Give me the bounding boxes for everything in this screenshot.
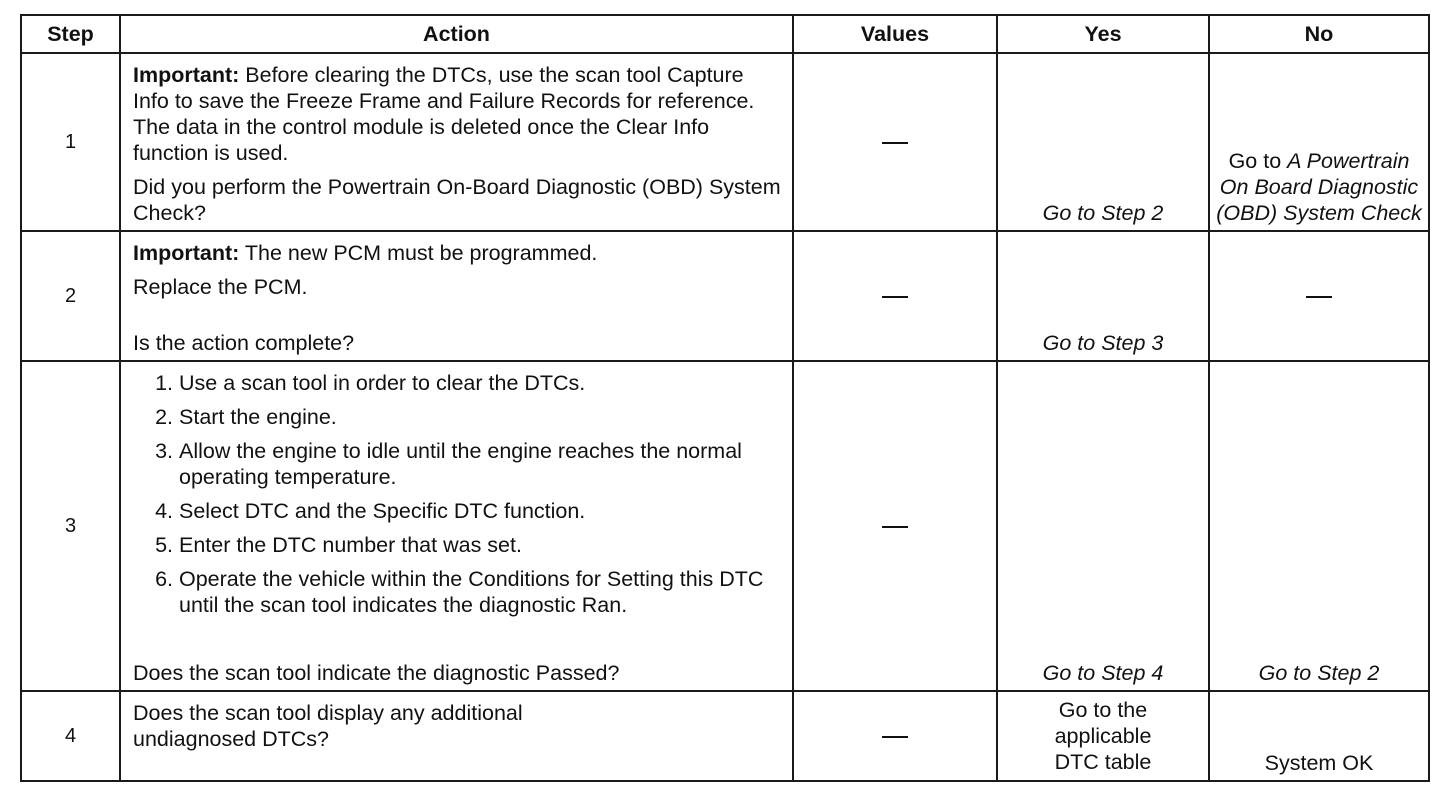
important-label: Important: <box>133 241 240 265</box>
table-row <box>21 231 1429 361</box>
step-number: 4 <box>21 691 120 781</box>
values-cell <box>793 361 997 691</box>
yes-link[interactable]: Go to Step 2 <box>1042 201 1164 225</box>
header-step: Step <box>21 15 120 53</box>
header-action: Action <box>120 15 793 53</box>
no-cell <box>1209 53 1429 231</box>
list-item: 5. Enter the DTC number that was set. <box>155 533 522 557</box>
procedure-list <box>133 370 782 618</box>
step-number: 3 <box>21 361 120 691</box>
no-link[interactable]: Go to Step 2 <box>1258 661 1380 685</box>
action-question: Is the action complete? <box>133 331 355 355</box>
action-instruction: Replace the PCM. <box>133 275 308 299</box>
values-cell <box>793 231 997 361</box>
dash-mark <box>882 142 908 144</box>
action-question: Did you perform the Powertrain On-Board Diagnostic (OBD) System Check? <box>133 175 781 225</box>
no-cell <box>1209 691 1429 781</box>
step-number: 2 <box>21 231 120 361</box>
yes-text[interactable]: Go to the applicable DTC table <box>1054 698 1152 774</box>
no-text[interactable]: System OK <box>1264 751 1374 775</box>
list-item: 4. Select DTC and the Specific DTC function. <box>155 499 586 523</box>
important-text: The new PCM must be programmed. <box>239 241 598 265</box>
values-cell <box>793 691 997 781</box>
dash-mark <box>882 296 908 298</box>
important-label: Important: <box>133 63 240 87</box>
action-cell <box>120 231 793 361</box>
diagnostic-table <box>20 14 1430 782</box>
important-text: Before clearing the DTCs, use the scan tool Capture Info to save the Freeze Frame and Failure Records for reference. The data in the control module is deleted once the Clear Info function is used. <box>133 63 755 165</box>
list-item: 2. Start the engine. <box>155 405 337 429</box>
action-cell <box>120 361 793 691</box>
important-note <box>133 240 782 266</box>
table-row <box>21 691 1429 781</box>
header-row <box>21 15 1429 53</box>
list-item: 6. Operate the vehicle within the Conditions for Setting this DTC until the scan tool indicates the diagnostic Ran. <box>155 567 764 617</box>
yes-cell <box>997 361 1209 691</box>
dash-mark <box>882 736 908 738</box>
table-row <box>21 361 1429 691</box>
yes-cell <box>997 53 1209 231</box>
yes-cell <box>997 231 1209 361</box>
yes-cell <box>997 691 1209 781</box>
action-cell <box>120 691 793 781</box>
no-link[interactable] <box>1210 148 1428 226</box>
yes-link[interactable]: Go to Step 4 <box>1042 661 1164 685</box>
no-prefix: Go to <box>1228 149 1288 173</box>
important-note <box>133 62 782 166</box>
action-question: Does the scan tool indicate the diagnostic Passed? <box>133 661 620 685</box>
dash-mark <box>882 526 908 528</box>
header-values: Values <box>793 15 997 53</box>
yes-link[interactable]: Go to Step 3 <box>1042 331 1164 355</box>
step-number: 1 <box>21 53 120 231</box>
no-cell <box>1209 231 1429 361</box>
values-cell <box>793 53 997 231</box>
list-item: 3. Allow the engine to idle until the engine reaches the normal operating temperature. <box>155 439 742 489</box>
no-cell <box>1209 361 1429 691</box>
header-no: No <box>1209 15 1429 53</box>
header-yes: Yes <box>997 15 1209 53</box>
table-row <box>21 53 1429 231</box>
no-link-text[interactable]: A Powertrain On Board Diagnostic (OBD) System Check <box>1216 149 1422 225</box>
dash-mark <box>1306 296 1332 298</box>
action-question: Does the scan tool display any additional undiagnosed DTCs? <box>133 701 523 751</box>
action-cell <box>120 53 793 231</box>
list-item: 1. Use a scan tool in order to clear the DTCs. <box>155 371 586 395</box>
